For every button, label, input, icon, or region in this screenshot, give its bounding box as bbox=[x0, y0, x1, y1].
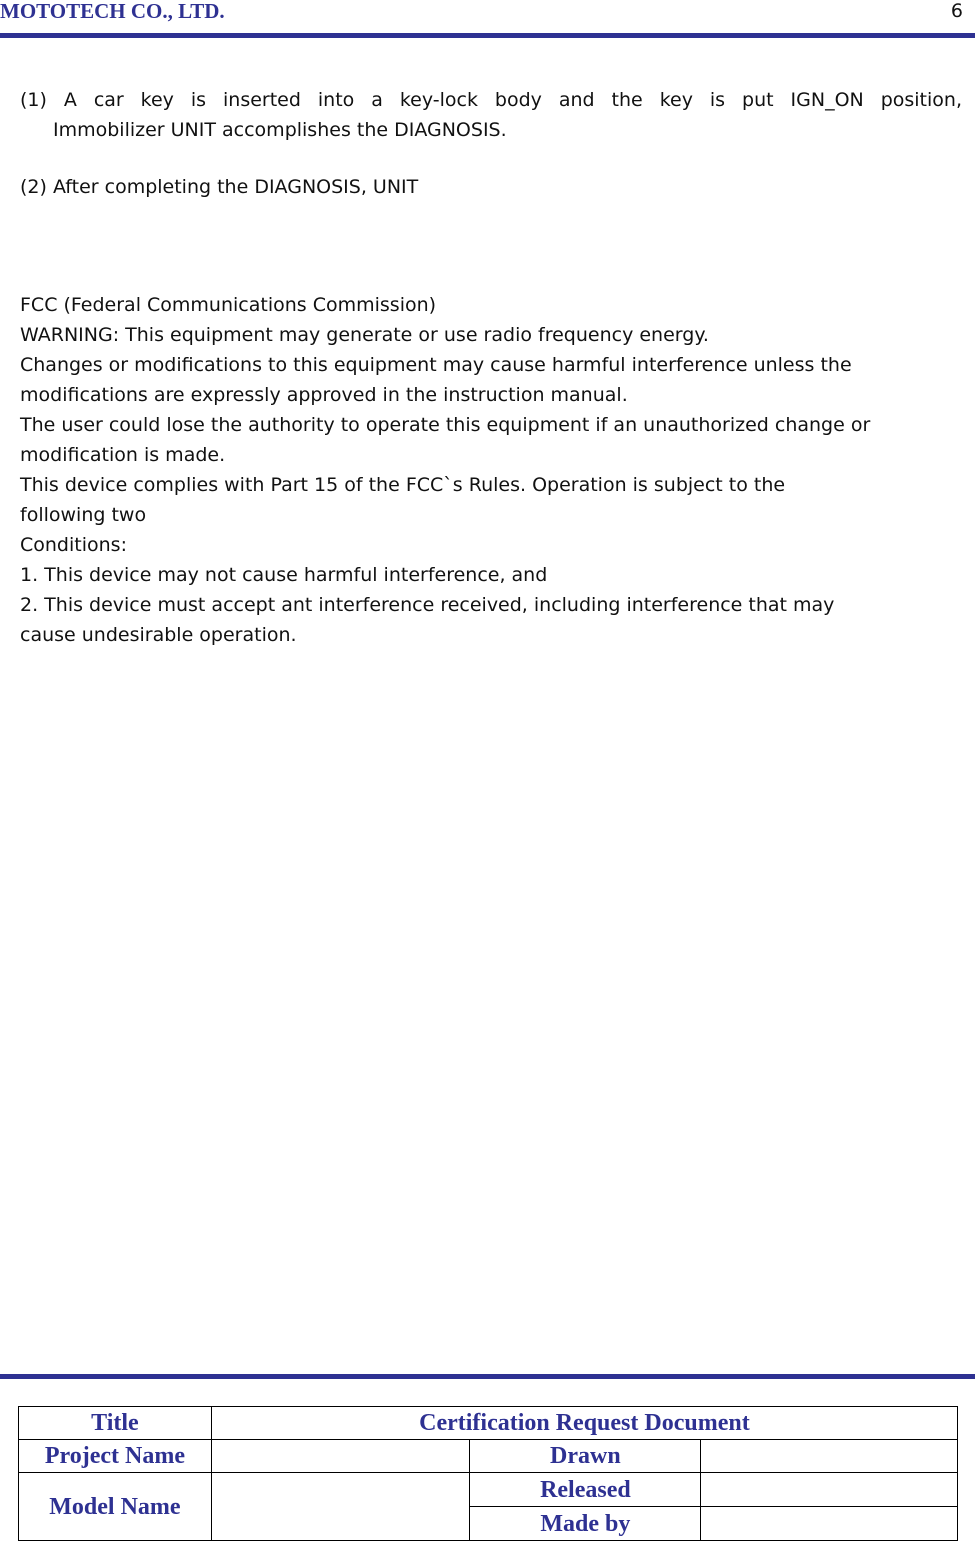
project-name-value bbox=[211, 1440, 470, 1473]
released-label: Released bbox=[470, 1473, 701, 1507]
title-label: Title bbox=[19, 1407, 212, 1440]
made-by-label: Made by bbox=[470, 1507, 701, 1541]
document-info-table bbox=[18, 1406, 958, 1541]
made-by-value bbox=[701, 1507, 958, 1541]
fcc-section bbox=[20, 290, 962, 650]
step-1-line-2: Immobilizer UNIT accomplishes the DIAGNOSIS. bbox=[53, 119, 507, 141]
fcc-line: 2. This device must accept ant interference received, including interference that may bbox=[20, 594, 835, 616]
drawn-label: Drawn bbox=[470, 1440, 701, 1473]
title-value: Certification Request Document bbox=[211, 1407, 957, 1440]
fcc-line: WARNING: This equipment may generate or use radio frequency energy. bbox=[20, 324, 709, 346]
released-value bbox=[701, 1473, 958, 1507]
project-name-label: Project Name bbox=[19, 1440, 212, 1473]
fcc-line: Conditions: bbox=[20, 534, 127, 556]
fcc-line: 1. This device may not cause harmful interference, and bbox=[20, 564, 548, 586]
step-1 bbox=[20, 85, 962, 145]
fcc-line: following two bbox=[20, 504, 147, 526]
step-1-line-1: (1) A car key is inserted into a key-lock body and the key is put IGN_ON position, bbox=[20, 89, 962, 111]
fcc-line: modification is made. bbox=[20, 444, 226, 466]
fcc-line: modifications are expressly approved in the instruction manual. bbox=[20, 384, 628, 406]
fcc-line: The user could lose the authority to operate this equipment if an unauthorized change or bbox=[20, 414, 871, 436]
page-number: 6 bbox=[950, 0, 963, 22]
step-2 bbox=[20, 172, 962, 202]
fcc-heading: FCC (Federal Communications Commission) bbox=[20, 294, 437, 316]
fcc-line: Changes or modifications to this equipment may cause harmful interference unless the bbox=[20, 354, 852, 376]
fcc-line: This device complies with Part 15 of the FCC`s Rules. Operation is subject to the bbox=[20, 474, 786, 496]
step-2-line-1: (2) After completing the DIAGNOSIS, UNIT bbox=[20, 176, 419, 198]
header-rule bbox=[0, 33, 975, 38]
model-name-label: Model Name bbox=[19, 1473, 212, 1541]
model-name-value bbox=[211, 1473, 470, 1541]
company-name: MOTOTECH CO., LTD. bbox=[0, 0, 225, 23]
footer-rule bbox=[0, 1374, 975, 1379]
fcc-line: cause undesirable operation. bbox=[20, 624, 297, 646]
drawn-value bbox=[701, 1440, 958, 1473]
